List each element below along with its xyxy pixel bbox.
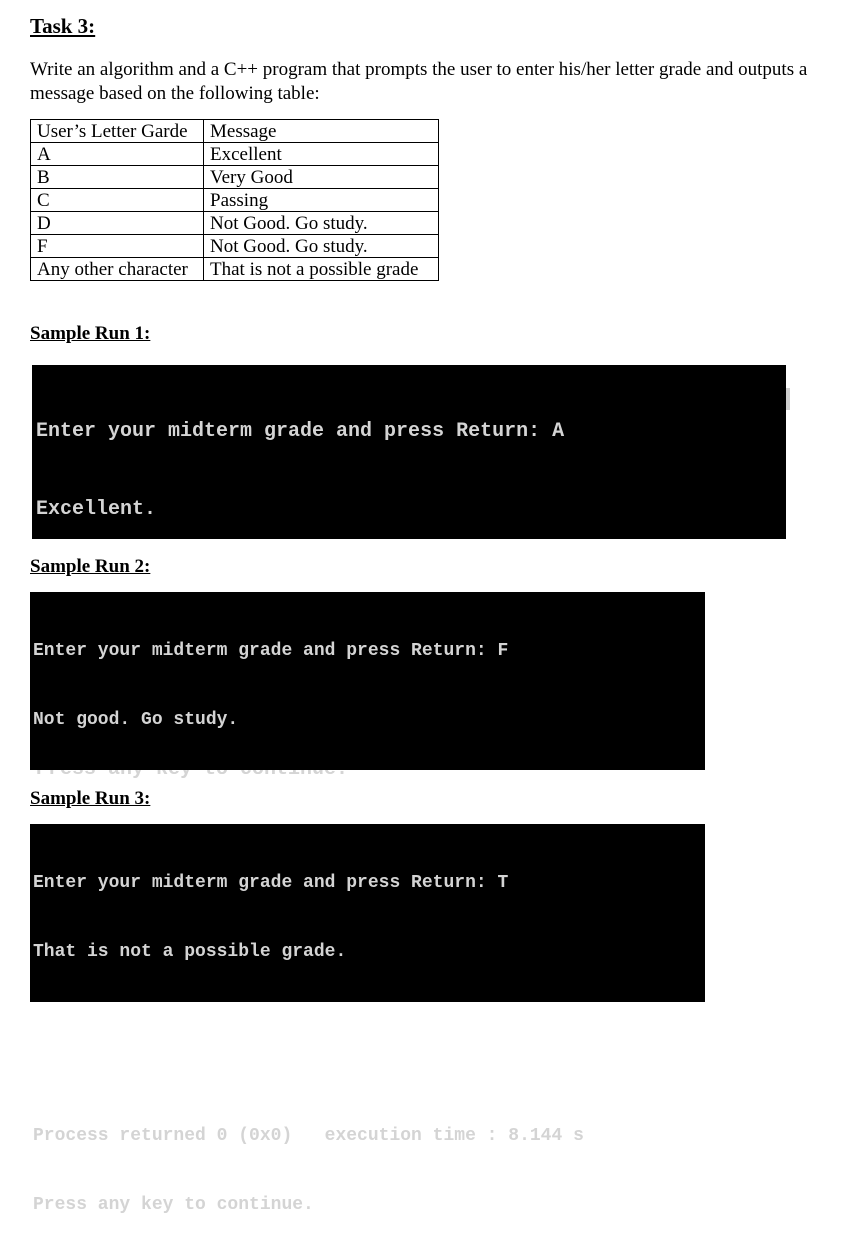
console-line-result: Excellent. — [36, 498, 157, 521]
header-letter-grade: User’s Letter Garde — [31, 120, 204, 143]
grade-message-table — [30, 119, 439, 281]
console-output-run-3 — [30, 824, 705, 1215]
grade-cell: D — [31, 212, 204, 235]
grade-cell: Any other character — [31, 258, 204, 281]
grade-cell: F — [31, 235, 204, 258]
window-edge-divider — [786, 388, 790, 410]
table-row — [31, 212, 439, 235]
message-cell: That is not a possible grade — [204, 258, 439, 281]
console-output-run-2 — [30, 592, 705, 770]
table-row — [31, 143, 439, 166]
console-output-run-1 — [32, 365, 786, 539]
message-cell: Not Good. Go study. — [204, 212, 439, 235]
table-row — [31, 258, 439, 281]
message-cell: Excellent — [204, 143, 439, 166]
message-cell: Passing — [204, 189, 439, 212]
task-title: Task 3: — [30, 14, 96, 38]
grade-cell: C — [31, 189, 204, 212]
console-line-press-key: Press any key to continue. — [33, 1195, 314, 1215]
console-line-prompt: Enter your midterm grade and press Return: T — [33, 873, 509, 893]
table-row — [31, 235, 439, 258]
console-line-prompt: Enter your midterm grade and press Return: F — [33, 641, 509, 661]
header-message: Message — [204, 120, 439, 143]
table-row — [31, 166, 439, 189]
console-line-prompt: Enter your midterm grade and press Return: A — [36, 420, 565, 443]
message-cell: Very Good — [204, 166, 439, 189]
grade-cell: B — [31, 166, 204, 189]
table-header-row — [31, 120, 439, 143]
grade-cell: A — [31, 143, 204, 166]
console-line-result: That is not a possible grade. — [33, 942, 347, 962]
sample-run-2-title: Sample Run 2: — [30, 556, 151, 577]
sample-run-3-title: Sample Run 3: — [30, 788, 151, 809]
task-description: Write an algorithm and a C++ program that prompts the user to enter his/her letter grade and outputs a message based on the following table: — [30, 59, 808, 104]
message-cell: Not Good. Go study. — [204, 235, 439, 258]
console-line-result: Not good. Go study. — [33, 710, 239, 730]
sample-run-1-title: Sample Run 1: — [30, 323, 151, 344]
console-line-process-returned: Process returned 0 (0x0) execution time : 8.144 s — [33, 1126, 584, 1146]
table-row — [31, 189, 439, 212]
